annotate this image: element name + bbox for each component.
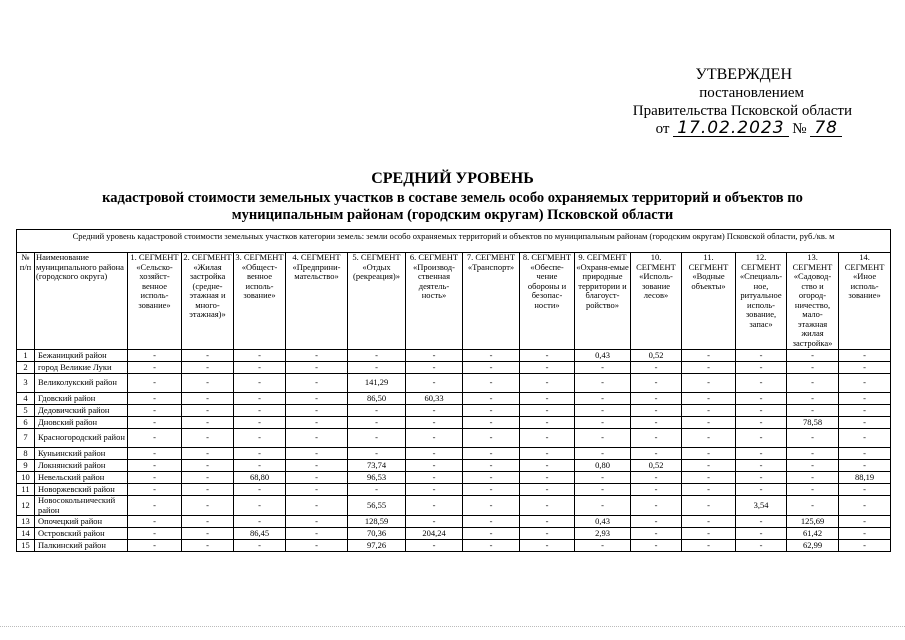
district-name: Локнянский район (35, 460, 128, 472)
segment-value-13: - (787, 429, 839, 448)
segment-value-14: - (839, 528, 891, 540)
segment-value-1: - (128, 540, 182, 552)
segment-value-1: - (128, 472, 182, 484)
district-name: Куньинский район (35, 448, 128, 460)
segment-value-13: - (787, 448, 839, 460)
segment-value-3: - (234, 374, 286, 393)
segment-value-4: - (286, 429, 348, 448)
segment-value-4: - (286, 393, 348, 405)
table-body (17, 350, 891, 552)
segment-value-11: - (682, 448, 736, 460)
segment-value-10: - (631, 448, 682, 460)
segment-value-2: - (182, 540, 234, 552)
segment-value-1: - (128, 393, 182, 405)
segment-value-6: - (406, 417, 463, 429)
row-number: 13 (17, 516, 35, 528)
segment-value-10: - (631, 472, 682, 484)
segment-value-8: - (520, 429, 575, 448)
table-row (17, 516, 891, 528)
district-name: Палкинский район (35, 540, 128, 552)
segment-value-1: - (128, 516, 182, 528)
segment-value-3: - (234, 393, 286, 405)
table-row (17, 484, 891, 496)
segment-value-3: - (234, 429, 286, 448)
segment-value-13: - (787, 472, 839, 484)
subtitle-line-1: кадастровой стоимости земельных участков в составе земель особо охраняемых территорий и объектов по (102, 190, 803, 206)
segment-value-1: - (128, 350, 182, 362)
segment-value-13: 61,42 (787, 528, 839, 540)
approval-title: УТВЕРЖДЕН (695, 66, 792, 83)
segment-value-14: - (839, 405, 891, 417)
segment-value-5: 97,26 (348, 540, 406, 552)
segment-value-1: - (128, 362, 182, 374)
segment-value-9: - (575, 540, 631, 552)
approval-line-government: Правительства Псковской области (632, 103, 852, 119)
segment-value-11: - (682, 374, 736, 393)
segment-value-4: - (286, 417, 348, 429)
district-name: Дедовичский район (35, 405, 128, 417)
segment-value-7: - (463, 540, 520, 552)
district-name: Гдовский район (35, 393, 128, 405)
segment-value-7: - (463, 516, 520, 528)
segment-value-3: - (234, 540, 286, 552)
date-prefix: от (655, 121, 670, 137)
segment-value-3: 86,45 (234, 528, 286, 540)
segment-value-2: - (182, 484, 234, 496)
segment-value-14: - (839, 540, 891, 552)
segment-value-14: - (839, 393, 891, 405)
segment-value-6: - (406, 362, 463, 374)
segment-value-2: - (182, 429, 234, 448)
segment-value-8: - (520, 350, 575, 362)
segment-value-9: 2,93 (575, 528, 631, 540)
segment-value-8: - (520, 528, 575, 540)
segment-value-5: 70,36 (348, 528, 406, 540)
segment-value-13: 78,58 (787, 417, 839, 429)
segment-value-2: - (182, 417, 234, 429)
segment-value-4: - (286, 350, 348, 362)
column-header-8: 7. СЕГМЕНТ «Транспорт» (463, 253, 520, 350)
subtitle-line-2: муниципальным районам (городским округам) Псковской области (231, 207, 674, 223)
segment-value-12: - (736, 484, 787, 496)
segment-value-11: - (682, 417, 736, 429)
segment-value-5: 128,59 (348, 516, 406, 528)
segment-value-7: - (463, 472, 520, 484)
page-edge-line (0, 626, 905, 628)
approval-block (600, 66, 860, 138)
segment-value-12: - (736, 393, 787, 405)
segment-value-2: - (182, 405, 234, 417)
segment-value-11: - (682, 393, 736, 405)
segment-value-4: - (286, 405, 348, 417)
segment-value-10: 0,52 (631, 350, 682, 362)
row-number: 10 (17, 472, 35, 484)
segment-value-13: 62,99 (787, 540, 839, 552)
segment-value-4: - (286, 496, 348, 516)
table-row (17, 448, 891, 460)
row-number: 1 (17, 350, 35, 362)
segment-value-7: - (463, 496, 520, 516)
segment-value-6: - (406, 496, 463, 516)
segment-value-6: - (406, 374, 463, 393)
segment-value-2: - (182, 496, 234, 516)
table-caption: Средний уровень кадастровой стоимости земельных участков категории земель: земли особо охраняемых территорий и объектов по муниципальным районам (городским округам) Псковской области, руб./кв. м (17, 230, 891, 253)
segment-value-8: - (520, 460, 575, 472)
table-row (17, 496, 891, 516)
segment-value-13: - (787, 496, 839, 516)
segment-value-4: - (286, 516, 348, 528)
district-name: Островский район (35, 528, 128, 540)
segment-value-2: - (182, 393, 234, 405)
row-number: 6 (17, 417, 35, 429)
table-row (17, 472, 891, 484)
segment-value-6: - (406, 460, 463, 472)
segment-value-11: - (682, 540, 736, 552)
segment-value-2: - (182, 448, 234, 460)
segment-value-2: - (182, 472, 234, 484)
segment-value-5: 141,29 (348, 374, 406, 393)
segment-value-5: - (348, 350, 406, 362)
table-row (17, 460, 891, 472)
segment-value-7: - (463, 374, 520, 393)
column-header-0: № п/п (17, 253, 35, 350)
segment-value-8: - (520, 484, 575, 496)
segment-value-9: - (575, 496, 631, 516)
segment-value-6: - (406, 484, 463, 496)
segment-value-8: - (520, 540, 575, 552)
segment-value-1: - (128, 417, 182, 429)
segment-value-8: - (520, 516, 575, 528)
segment-value-11: - (682, 429, 736, 448)
segment-value-2: - (182, 528, 234, 540)
segment-value-3: - (234, 417, 286, 429)
segment-value-5: 86,50 (348, 393, 406, 405)
district-name: город Великие Луки (35, 362, 128, 374)
segment-value-2: - (182, 516, 234, 528)
segment-value-11: - (682, 496, 736, 516)
segment-value-8: - (520, 417, 575, 429)
segment-value-4: - (286, 448, 348, 460)
segment-value-5: - (348, 448, 406, 460)
column-header-3: 2. СЕГМЕНТ «Жилая застройка (средне-этажная и много-этажная)» (182, 253, 234, 350)
segment-value-9: - (575, 472, 631, 484)
segment-value-6: 60,33 (406, 393, 463, 405)
segment-value-4: - (286, 528, 348, 540)
segment-value-7: - (463, 350, 520, 362)
segment-value-5: - (348, 484, 406, 496)
segment-value-11: - (682, 484, 736, 496)
table-row (17, 374, 891, 393)
segment-value-12: - (736, 540, 787, 552)
segment-value-8: - (520, 374, 575, 393)
segment-value-10: - (631, 393, 682, 405)
segment-value-5: - (348, 362, 406, 374)
cadastral-value-table (16, 229, 891, 552)
segment-value-7: - (463, 460, 520, 472)
document-title: СРЕДНИЙ УРОВЕНЬ (371, 170, 534, 187)
segment-value-10: - (631, 516, 682, 528)
table-row (17, 417, 891, 429)
segment-value-13: - (787, 484, 839, 496)
table-row (17, 405, 891, 417)
segment-value-3: - (234, 460, 286, 472)
table-row (17, 350, 891, 362)
segment-value-4: - (286, 484, 348, 496)
row-number: 7 (17, 429, 35, 448)
segment-value-3: 68,80 (234, 472, 286, 484)
segment-value-6: 204,24 (406, 528, 463, 540)
segment-value-12: - (736, 429, 787, 448)
table-row (17, 540, 891, 552)
district-name: Дновский район (35, 417, 128, 429)
segment-value-14: - (839, 448, 891, 460)
segment-value-10: - (631, 540, 682, 552)
segment-value-4: - (286, 374, 348, 393)
segment-value-8: - (520, 362, 575, 374)
segment-value-9: - (575, 484, 631, 496)
row-number: 14 (17, 528, 35, 540)
column-header-1: Наименование муниципального района (городского округа) (35, 253, 128, 350)
segment-value-3: - (234, 448, 286, 460)
segment-value-11: - (682, 472, 736, 484)
segment-value-9: - (575, 362, 631, 374)
segment-value-3: - (234, 350, 286, 362)
segment-value-10: - (631, 496, 682, 516)
district-name: Новосокольнический район (35, 496, 128, 516)
segment-value-13: 125,69 (787, 516, 839, 528)
segment-value-4: - (286, 460, 348, 472)
approval-date-line (600, 120, 842, 138)
district-name: Невельский район (35, 472, 128, 484)
district-name: Бежаницкий район (35, 350, 128, 362)
row-number: 3 (17, 374, 35, 393)
segment-value-7: - (463, 429, 520, 448)
segment-value-13: - (787, 405, 839, 417)
segment-value-12: - (736, 460, 787, 472)
segment-value-14: - (839, 496, 891, 516)
segment-value-7: - (463, 393, 520, 405)
segment-value-3: - (234, 496, 286, 516)
segment-value-9: - (575, 393, 631, 405)
segment-value-13: - (787, 350, 839, 362)
column-header-4: 3. СЕГМЕНТ «Общест-венное исполь-зование» (234, 253, 286, 350)
segment-value-7: - (463, 362, 520, 374)
segment-value-8: - (520, 393, 575, 405)
segment-value-3: - (234, 405, 286, 417)
table-row (17, 393, 891, 405)
segment-value-4: - (286, 540, 348, 552)
district-name: Новоржевский район (35, 484, 128, 496)
document-subtitle (0, 190, 905, 224)
segment-value-9: - (575, 448, 631, 460)
segment-value-10: - (631, 362, 682, 374)
segment-value-1: - (128, 484, 182, 496)
segment-value-5: 96,53 (348, 472, 406, 484)
row-number: 11 (17, 484, 35, 496)
row-number: 12 (17, 496, 35, 516)
segment-value-12: - (736, 448, 787, 460)
segment-value-14: - (839, 460, 891, 472)
segment-value-6: - (406, 472, 463, 484)
segment-value-12: 3,54 (736, 496, 787, 516)
segment-value-12: - (736, 472, 787, 484)
segment-value-12: - (736, 516, 787, 528)
segment-value-9: 0,43 (575, 516, 631, 528)
row-number: 8 (17, 448, 35, 460)
table-row (17, 362, 891, 374)
table-row (17, 429, 891, 448)
segment-value-5: - (348, 405, 406, 417)
segment-value-11: - (682, 516, 736, 528)
segment-value-9: - (575, 405, 631, 417)
row-number: 2 (17, 362, 35, 374)
segment-value-3: - (234, 516, 286, 528)
column-header-9: 8. СЕГМЕНТ «Обеспе-чение обороны и безопас-ности» (520, 253, 575, 350)
approval-number: 78 (810, 120, 842, 137)
segment-value-9: - (575, 417, 631, 429)
segment-value-12: - (736, 362, 787, 374)
segment-value-6: - (406, 448, 463, 460)
segment-value-1: - (128, 374, 182, 393)
segment-value-9: 0,80 (575, 460, 631, 472)
district-name: Опочецкий район (35, 516, 128, 528)
segment-value-2: - (182, 460, 234, 472)
column-header-6: 5. СЕГМЕНТ «Отдых (рекреация)» (348, 253, 406, 350)
segment-value-11: - (682, 528, 736, 540)
segment-value-8: - (520, 448, 575, 460)
segment-value-2: - (182, 362, 234, 374)
segment-value-13: - (787, 362, 839, 374)
segment-value-13: - (787, 460, 839, 472)
segment-value-10: - (631, 528, 682, 540)
column-header-12: 11. СЕГМЕНТ «Водные объекты» (682, 253, 736, 350)
segment-value-1: - (128, 429, 182, 448)
segment-value-8: - (520, 405, 575, 417)
segment-value-8: - (520, 496, 575, 516)
segment-value-2: - (182, 350, 234, 362)
segment-value-5: - (348, 429, 406, 448)
table-header-row (17, 253, 891, 350)
segment-value-2: - (182, 374, 234, 393)
segment-value-1: - (128, 448, 182, 460)
segment-value-6: - (406, 350, 463, 362)
segment-value-14: - (839, 484, 891, 496)
segment-value-7: - (463, 417, 520, 429)
column-header-11: 10. СЕГМЕНТ «Исполь-зование лесов» (631, 253, 682, 350)
segment-value-1: - (128, 460, 182, 472)
segment-value-9: - (575, 374, 631, 393)
segment-value-7: - (463, 448, 520, 460)
segment-value-1: - (128, 528, 182, 540)
segment-value-10: - (631, 374, 682, 393)
approval-line-resolution: постановлением (699, 85, 804, 101)
segment-value-6: - (406, 405, 463, 417)
segment-value-14: - (839, 516, 891, 528)
column-header-14: 13. СЕГМЕНТ «Садовод-ство и огород-ничество, мало-этажная жилая застройка» (787, 253, 839, 350)
segment-value-4: - (286, 362, 348, 374)
segment-value-1: - (128, 405, 182, 417)
district-name: Красногородский район (35, 429, 128, 448)
segment-value-12: - (736, 417, 787, 429)
table-row (17, 528, 891, 540)
column-header-7: 6. СЕГМЕНТ «Производ-ственная деятель-ность» (406, 253, 463, 350)
segment-value-4: - (286, 472, 348, 484)
segment-value-12: - (736, 374, 787, 393)
segment-value-9: 0,43 (575, 350, 631, 362)
row-number: 5 (17, 405, 35, 417)
row-number: 4 (17, 393, 35, 405)
segment-value-7: - (463, 484, 520, 496)
segment-value-7: - (463, 405, 520, 417)
segment-value-10: - (631, 417, 682, 429)
segment-value-14: - (839, 374, 891, 393)
segment-value-10: 0,52 (631, 460, 682, 472)
segment-value-12: - (736, 405, 787, 417)
segment-value-5: 56,55 (348, 496, 406, 516)
district-name: Великолукский район (35, 374, 128, 393)
segment-value-11: - (682, 405, 736, 417)
segment-value-6: - (406, 429, 463, 448)
segment-value-12: - (736, 350, 787, 362)
approval-date: 17.02.2023 (673, 120, 788, 137)
segment-value-14: - (839, 417, 891, 429)
segment-value-9: - (575, 429, 631, 448)
row-number: 15 (17, 540, 35, 552)
segment-value-7: - (463, 528, 520, 540)
segment-value-6: - (406, 540, 463, 552)
segment-value-10: - (631, 484, 682, 496)
segment-value-14: - (839, 362, 891, 374)
segment-value-14: - (839, 350, 891, 362)
segment-value-13: - (787, 374, 839, 393)
segment-value-5: 73,74 (348, 460, 406, 472)
segment-value-10: - (631, 405, 682, 417)
segment-value-14: - (839, 429, 891, 448)
segment-value-5: - (348, 417, 406, 429)
column-header-10: 9. СЕГМЕНТ «Охраня-емые природные территории и благоуст-ройство» (575, 253, 631, 350)
number-prefix: № (792, 121, 807, 137)
segment-value-12: - (736, 528, 787, 540)
column-header-5: 4. СЕГМЕНТ «Предприни-мательство» (286, 253, 348, 350)
segment-value-11: - (682, 350, 736, 362)
column-header-13: 12. СЕГМЕНТ «Специаль-ное, ритуальное исполь-зование, запас» (736, 253, 787, 350)
segment-value-8: - (520, 472, 575, 484)
segment-value-14: 88,19 (839, 472, 891, 484)
segment-value-1: - (128, 496, 182, 516)
column-header-15: 14. СЕГМЕНТ «Иное исполь-зование» (839, 253, 891, 350)
segment-value-3: - (234, 484, 286, 496)
column-header-2: 1. СЕГМЕНТ «Сельско-хозяйст-венное исполь-зование» (128, 253, 182, 350)
segment-value-13: - (787, 393, 839, 405)
segment-value-3: - (234, 362, 286, 374)
segment-value-10: - (631, 429, 682, 448)
segment-value-11: - (682, 362, 736, 374)
segment-value-11: - (682, 460, 736, 472)
segment-value-6: - (406, 516, 463, 528)
row-number: 9 (17, 460, 35, 472)
